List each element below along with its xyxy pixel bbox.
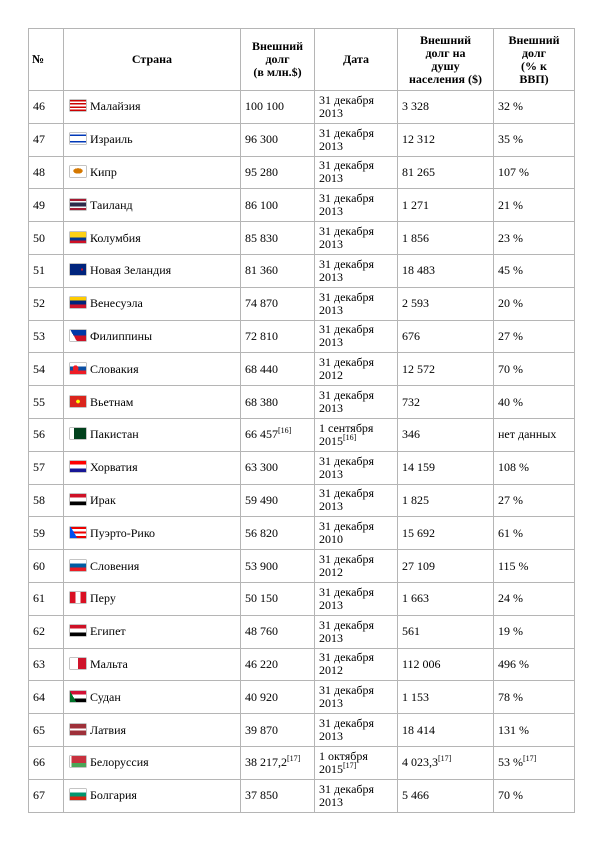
row-num: 61: [29, 582, 64, 615]
flag-philippines-icon: [70, 330, 86, 341]
date-cell: 31 декабря 2013: [315, 123, 398, 156]
table-row: [29, 451, 575, 484]
row-num: 46: [29, 91, 64, 124]
footnote-ref[interactable]: [17]: [343, 760, 357, 770]
country-name[interactable]: Израиль: [90, 132, 133, 147]
country-cell[interactable]: [64, 156, 241, 189]
row-num: 50: [29, 222, 64, 255]
gdp-cell: 19 %: [494, 615, 575, 648]
per-capita-cell: 3 328: [398, 91, 494, 124]
country-name[interactable]: Белоруссия: [90, 755, 149, 770]
country-name[interactable]: Малайзия: [90, 99, 141, 114]
row-num: 65: [29, 714, 64, 747]
per-capita-cell: 81 265: [398, 156, 494, 189]
gdp-cell: нет данных: [494, 418, 575, 451]
flag-belarus-icon: [70, 756, 86, 767]
gdp-cell: 21 %: [494, 189, 575, 222]
header-country: Страна: [64, 29, 241, 91]
date-cell: 31 декабря 2012: [315, 648, 398, 681]
gdp-cell: 70 %: [494, 779, 575, 812]
country-cell[interactable]: [64, 681, 241, 714]
footnote-ref[interactable]: [16]: [343, 432, 357, 442]
country-cell[interactable]: [64, 451, 241, 484]
table-row: [29, 287, 575, 320]
gdp-cell: 115 %: [494, 550, 575, 583]
date-cell: 31 декабря 2013: [315, 320, 398, 353]
country-name[interactable]: Филиппины: [90, 328, 153, 343]
row-num: 51: [29, 254, 64, 287]
country-cell[interactable]: [64, 222, 241, 255]
debt-cell: 68 380: [241, 386, 315, 419]
table-row: [29, 779, 575, 812]
date-cell: 31 декабря 2010: [315, 517, 398, 550]
gdp-cell: 20 %: [494, 287, 575, 320]
country-cell[interactable]: [64, 582, 241, 615]
date-cell: 31 декабря 2013: [315, 451, 398, 484]
footnote-ref[interactable]: [17]: [523, 754, 537, 764]
date-cell: 31 декабря 2013: [315, 582, 398, 615]
date-cell: 31 декабря 2013: [315, 254, 398, 287]
country-name[interactable]: Вьетнам: [90, 394, 134, 409]
gdp-cell: 108 %: [494, 451, 575, 484]
debt-cell: 50 150: [241, 582, 315, 615]
table-row: [29, 320, 575, 353]
header-per-capita: Внешний долг на душу населения ($): [398, 29, 494, 91]
debt-cell: 85 830: [241, 222, 315, 255]
header-num: №: [29, 29, 64, 91]
flag-colombia-icon: [70, 232, 86, 243]
country-name[interactable]: Кипр: [90, 164, 117, 179]
date-cell: 1 октября 2015[17]: [315, 746, 398, 779]
country-name[interactable]: Судан: [90, 689, 121, 704]
country-cell[interactable]: [64, 254, 241, 287]
flag-bulgaria-icon: [70, 789, 86, 800]
country-name[interactable]: Перу: [90, 591, 116, 606]
per-capita-cell: 1 663: [398, 582, 494, 615]
external-debt-table: [28, 28, 575, 813]
row-num: 67: [29, 779, 64, 812]
date-cell: 31 декабря 2013: [315, 681, 398, 714]
country-cell[interactable]: [64, 123, 241, 156]
country-name[interactable]: Мальта: [90, 656, 128, 671]
flag-sudan-icon: [70, 691, 86, 702]
gdp-cell: 61 %: [494, 517, 575, 550]
gdp-cell: 53 %[17]: [494, 746, 575, 779]
flag-latvia-icon: [70, 724, 86, 735]
per-capita-cell: 12 312: [398, 123, 494, 156]
gdp-cell: 23 %: [494, 222, 575, 255]
per-capita-cell: 1 856: [398, 222, 494, 255]
row-num: 53: [29, 320, 64, 353]
flag-iraq-icon: [70, 494, 86, 505]
table-row: [29, 582, 575, 615]
table-row: [29, 681, 575, 714]
row-num: 66: [29, 746, 64, 779]
country-cell[interactable]: [64, 484, 241, 517]
table-row: [29, 484, 575, 517]
gdp-cell: 78 %: [494, 681, 575, 714]
header-debt: Внешний долг (в млн.$): [241, 29, 315, 91]
country-name[interactable]: Ирак: [90, 492, 116, 507]
gdp-cell: 70 %: [494, 353, 575, 386]
per-capita-cell: 27 109: [398, 550, 494, 583]
date-cell: 31 декабря 2013: [315, 287, 398, 320]
table-row: [29, 254, 575, 287]
per-capita-cell: 1 153: [398, 681, 494, 714]
debt-cell: 72 810: [241, 320, 315, 353]
table-row: [29, 648, 575, 681]
row-num: 47: [29, 123, 64, 156]
country-name[interactable]: Таиланд: [90, 197, 133, 212]
footnote-ref[interactable]: [16]: [278, 426, 292, 436]
date-cell: 31 декабря 2013: [315, 779, 398, 812]
country-cell[interactable]: [64, 779, 241, 812]
header-row: [29, 29, 575, 91]
flag-egypt-icon: [70, 625, 86, 636]
country-name[interactable]: Пакистан: [90, 427, 139, 442]
table-row: [29, 386, 575, 419]
row-num: 63: [29, 648, 64, 681]
country-name[interactable]: Словакия: [90, 361, 139, 376]
country-cell[interactable]: [64, 746, 241, 779]
debt-cell: 39 870: [241, 714, 315, 747]
table-row: [29, 123, 575, 156]
date-cell: 31 декабря 2013: [315, 714, 398, 747]
date-cell: 31 декабря 2013: [315, 222, 398, 255]
country-cell[interactable]: [64, 189, 241, 222]
per-capita-cell: 561: [398, 615, 494, 648]
country-cell[interactable]: [64, 287, 241, 320]
per-capita-cell: 12 572: [398, 353, 494, 386]
debt-cell: 59 490: [241, 484, 315, 517]
per-capita-cell: 732: [398, 386, 494, 419]
footnote-ref[interactable]: [17]: [438, 754, 452, 764]
flag-pakistan-icon: [70, 428, 86, 439]
flag-thailand-icon: [70, 199, 86, 210]
row-num: 58: [29, 484, 64, 517]
debt-cell: 40 920: [241, 681, 315, 714]
date-cell: 31 декабря 2013: [315, 189, 398, 222]
gdp-cell: 107 %: [494, 156, 575, 189]
country-cell[interactable]: [64, 550, 241, 583]
country-name[interactable]: Хорватия: [90, 460, 138, 475]
flag-malaysia-icon: [70, 100, 86, 111]
row-num: 57: [29, 451, 64, 484]
country-cell[interactable]: [64, 648, 241, 681]
debt-cell: 63 300: [241, 451, 315, 484]
date-cell: 31 декабря 2013: [315, 91, 398, 124]
debt-cell: 68 440: [241, 353, 315, 386]
debt-cell: 86 100: [241, 189, 315, 222]
gdp-cell: 496 %: [494, 648, 575, 681]
per-capita-cell: 18 483: [398, 254, 494, 287]
row-num: 49: [29, 189, 64, 222]
flag-malta-icon: [70, 658, 86, 669]
per-capita-cell: 5 466: [398, 779, 494, 812]
table-row: [29, 517, 575, 550]
gdp-cell: 35 %: [494, 123, 575, 156]
date-cell: 31 декабря 2013: [315, 156, 398, 189]
gdp-cell: 131 %: [494, 714, 575, 747]
debt-cell: 66 457[16]: [241, 418, 315, 451]
country-name[interactable]: Египет: [90, 624, 126, 639]
table-row: [29, 156, 575, 189]
per-capita-cell: 2 593: [398, 287, 494, 320]
table-row: [29, 714, 575, 747]
gdp-cell: 32 %: [494, 91, 575, 124]
row-num: 59: [29, 517, 64, 550]
per-capita-cell: 1 825: [398, 484, 494, 517]
debt-cell: 95 280: [241, 156, 315, 189]
debt-cell: 37 850: [241, 779, 315, 812]
country-cell[interactable]: [64, 353, 241, 386]
debt-cell: 100 100: [241, 91, 315, 124]
table-row: [29, 91, 575, 124]
date-cell: 31 декабря 2013: [315, 386, 398, 419]
per-capita-cell: 346: [398, 418, 494, 451]
country-name[interactable]: Колумбия: [90, 230, 141, 245]
flag-peru-icon: [70, 592, 86, 603]
date-cell: 31 декабря 2012: [315, 353, 398, 386]
row-num: 62: [29, 615, 64, 648]
country-cell[interactable]: [64, 418, 241, 451]
row-num: 54: [29, 353, 64, 386]
debt-cell: 38 217,2[17]: [241, 746, 315, 779]
country-cell[interactable]: [64, 386, 241, 419]
per-capita-cell: 15 692: [398, 517, 494, 550]
flag-israel-icon: [70, 133, 86, 144]
gdp-cell: 45 %: [494, 254, 575, 287]
country-name[interactable]: Латвия: [90, 722, 127, 737]
row-num: 64: [29, 681, 64, 714]
country-name[interactable]: Словения: [90, 558, 140, 573]
debt-cell: 96 300: [241, 123, 315, 156]
table-row: [29, 418, 575, 451]
date-cell: 31 декабря 2013: [315, 615, 398, 648]
country-cell[interactable]: [64, 714, 241, 747]
table-row: [29, 222, 575, 255]
flag-slovakia-icon: [70, 363, 86, 374]
row-num: 56: [29, 418, 64, 451]
table-row: [29, 189, 575, 222]
header-date: Дата: [315, 29, 398, 91]
row-num: 48: [29, 156, 64, 189]
table-row: [29, 615, 575, 648]
flag-venezuela-icon: [70, 297, 86, 308]
date-cell: 1 сентября 2015[16]: [315, 418, 398, 451]
table-row: [29, 353, 575, 386]
flag-new-zealand-icon: [70, 264, 86, 275]
date-cell: 31 декабря 2013: [315, 484, 398, 517]
debt-cell: 46 220: [241, 648, 315, 681]
debt-cell: 81 360: [241, 254, 315, 287]
table-row: [29, 746, 575, 779]
header-gdp: Внешний долг (% к ВВП): [494, 29, 575, 91]
debt-cell: 56 820: [241, 517, 315, 550]
table-row: [29, 550, 575, 583]
debt-cell: 53 900: [241, 550, 315, 583]
per-capita-cell: 4 023,3[17]: [398, 746, 494, 779]
country-name[interactable]: Венесуэла: [90, 296, 143, 311]
gdp-cell: 24 %: [494, 582, 575, 615]
country-cell[interactable]: [64, 91, 241, 124]
country-name[interactable]: Болгария: [90, 788, 137, 803]
gdp-cell: 27 %: [494, 320, 575, 353]
country-name[interactable]: Пуэрто-Рико: [90, 525, 156, 540]
per-capita-cell: 14 159: [398, 451, 494, 484]
per-capita-cell: 112 006: [398, 648, 494, 681]
debt-cell: 48 760: [241, 615, 315, 648]
flag-croatia-icon: [70, 461, 86, 472]
country-cell[interactable]: [64, 615, 241, 648]
footnote-ref[interactable]: [17]: [287, 754, 301, 764]
flag-slovenia-icon: [70, 560, 86, 571]
row-num: 60: [29, 550, 64, 583]
flag-vietnam-icon: [70, 396, 86, 407]
country-cell[interactable]: [64, 517, 241, 550]
gdp-cell: 40 %: [494, 386, 575, 419]
flag-puerto-rico-icon: [70, 527, 86, 538]
date-cell: 31 декабря 2012: [315, 550, 398, 583]
debt-cell: 74 870: [241, 287, 315, 320]
row-num: 52: [29, 287, 64, 320]
per-capita-cell: 676: [398, 320, 494, 353]
per-capita-cell: 1 271: [398, 189, 494, 222]
flag-cyprus-icon: [70, 166, 86, 177]
per-capita-cell: 18 414: [398, 714, 494, 747]
country-cell[interactable]: [64, 320, 241, 353]
gdp-cell: 27 %: [494, 484, 575, 517]
row-num: 55: [29, 386, 64, 419]
country-name[interactable]: Новая Зеландия: [90, 263, 172, 278]
